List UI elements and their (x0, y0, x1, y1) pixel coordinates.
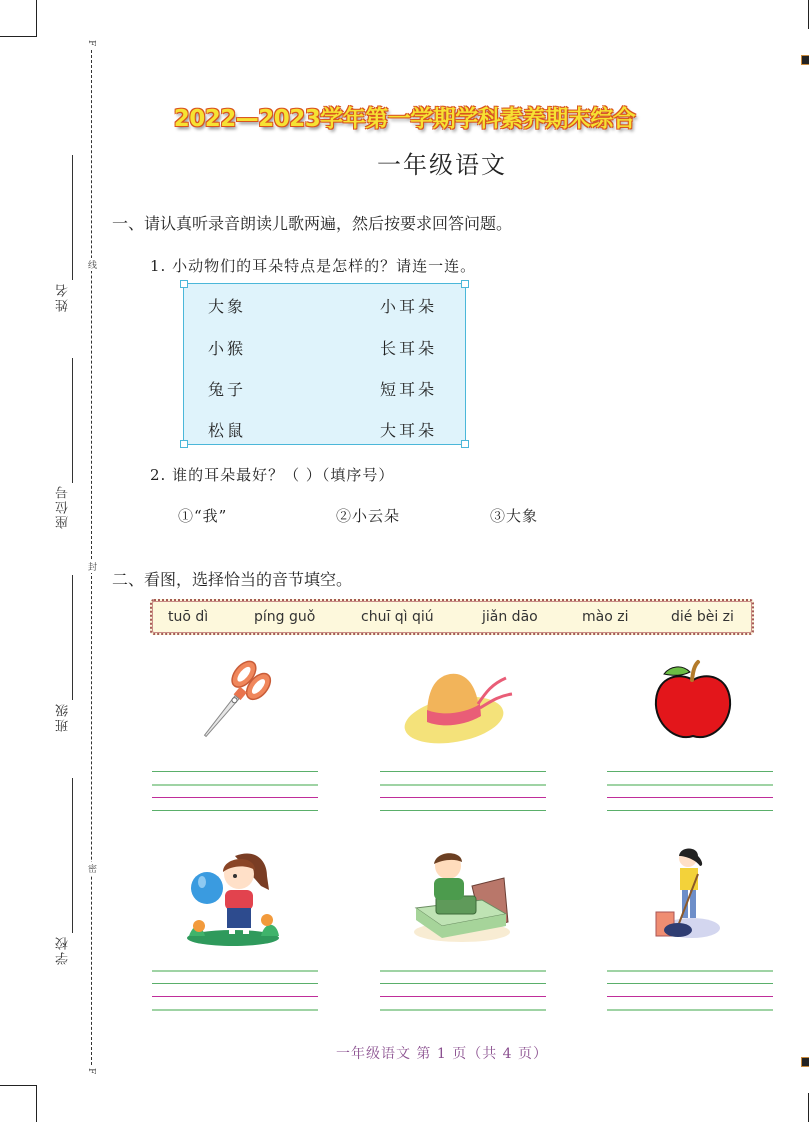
pinyin-option: jiǎn dāo (482, 609, 538, 625)
margin-glyph-bottom: F (86, 1068, 96, 1075)
class-field-label: 班级 (56, 702, 71, 732)
scissors-icon (190, 655, 280, 750)
subject-title: 一年级语文 (377, 151, 507, 179)
box-corner-ornament (180, 280, 188, 288)
answer-writing-lines[interactable] (607, 771, 773, 813)
match-right-item[interactable]: 大耳朵 (380, 421, 438, 440)
option-2: ②小云朵 (336, 507, 401, 525)
section-2-heading: 二、看图，选择恰当的音节填空。 (112, 570, 353, 589)
match-right-item[interactable]: 长耳朵 (380, 339, 438, 358)
girl-blowing-balloon-icon (185, 846, 281, 946)
box-corner-ornament (461, 280, 469, 288)
page-footer: 一年级语文 第 1 页（共 4 页） (335, 1046, 549, 1062)
pinyin-option: píng guǒ (254, 609, 316, 625)
apple-icon (650, 658, 736, 744)
margin-glyph-feng: 封 (86, 562, 96, 571)
margin-glyph-mi: 密 (86, 864, 96, 873)
option-1: ①“我” (178, 507, 228, 525)
box-corner-ornament (180, 440, 188, 448)
school-field-label: 学校 (56, 935, 71, 965)
match-right-item[interactable]: 短耳朵 (380, 380, 438, 399)
match-left-item[interactable]: 兔子 (208, 380, 247, 399)
margin-glyph-top: F (86, 40, 96, 47)
match-left-item[interactable]: 松鼠 (208, 421, 247, 440)
school-field-line[interactable] (72, 778, 73, 933)
margin-glyph-xian: 线 (86, 260, 96, 269)
pinyin-option: mào zi (582, 609, 629, 625)
exam-title: 2022—2023学年第一学期学科素养期末综合 (173, 106, 636, 132)
registration-mark-top (802, 56, 809, 64)
pinyin-options-box (150, 599, 754, 635)
question-1-text: 1. 小动物们的耳朵特点是怎样的？请连一连。 (150, 257, 477, 275)
match-left-item[interactable]: 大象 (208, 297, 247, 316)
crop-mark-bottom-left (0, 1085, 37, 1122)
hat-icon (402, 662, 522, 747)
seat-number-field-label: 座位号 (56, 484, 71, 529)
matching-box (183, 283, 466, 445)
pinyin-option: tuō dì (168, 609, 209, 625)
match-right-item[interactable]: 小耳朵 (380, 297, 438, 316)
question-2-text: 2. 谁的耳朵最好？（ ）（填序号） (150, 466, 395, 484)
answer-writing-lines[interactable] (607, 970, 773, 1012)
name-field-label: 姓名 (56, 282, 71, 312)
section-1-heading: 一、请认真听录音朗读儿歌两遍，然后按要求回答问题。 (112, 214, 513, 233)
boy-folding-quilt-icon (412, 848, 512, 943)
answer-writing-lines[interactable] (380, 970, 546, 1012)
class-field-line[interactable] (72, 575, 73, 700)
answer-writing-lines[interactable] (380, 771, 546, 813)
seat-number-field-line[interactable] (72, 358, 73, 483)
pinyin-option: chuī qì qiú (361, 609, 434, 625)
answer-writing-lines[interactable] (152, 970, 318, 1012)
pinyin-option: dié bèi zi (671, 609, 734, 625)
box-corner-ornament (461, 440, 469, 448)
crop-mark-top-left (0, 0, 37, 37)
option-3: ③大象 (490, 507, 539, 525)
match-left-item[interactable]: 小猴 (208, 339, 247, 358)
answer-writing-lines[interactable] (152, 771, 318, 813)
girl-mopping-floor-icon (650, 846, 730, 941)
